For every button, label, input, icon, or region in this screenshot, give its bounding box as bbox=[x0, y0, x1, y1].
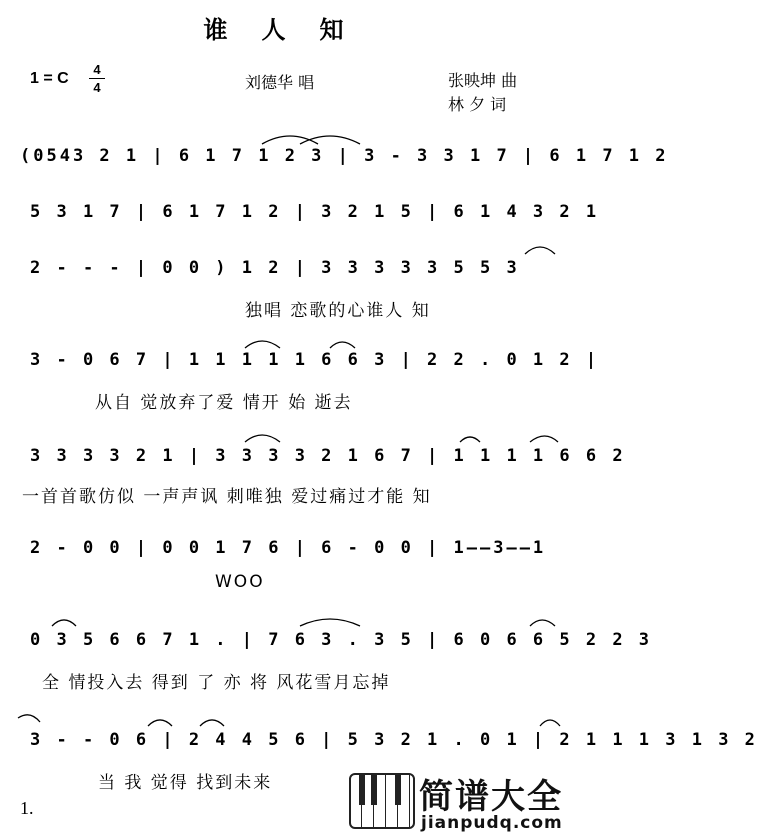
watermark-url: jianpudq.com bbox=[421, 813, 563, 833]
key-signature: 1 = C bbox=[30, 70, 69, 87]
song-title: 谁人知 bbox=[203, 16, 378, 44]
lyrics-row-5: 一首首歌仿似 一声声讽 刺唯独 爱过痛过才能 知 bbox=[22, 487, 432, 507]
time-signature-top: 4 bbox=[93, 62, 101, 77]
staff-row-2: 5 3 1 7 | 6 1 7 1 2 | 3 2 1 5 | 6 1 4 3 2 1 bbox=[30, 202, 600, 222]
watermark-name: 简谱大全 bbox=[419, 777, 563, 817]
composer-credit: 张映坤 曲 bbox=[448, 71, 518, 90]
lyrics-row-3: 独唱 恋歌的心谁人 知 bbox=[245, 301, 431, 321]
time-signature-bottom: 4 bbox=[93, 80, 101, 95]
staff-row-1: (0543 2 1 | 6 1 7 1 2 3 | 3 - 3 3 1 7 | 6 1 7 1 2 bbox=[20, 146, 669, 166]
lyrics-row-7: 全 情投入去 得到 了 亦 将 风花雪月忘掉 bbox=[42, 673, 391, 693]
singer-credit: 刘德华 唱 bbox=[245, 73, 315, 92]
lyrics-row-6: WOO bbox=[215, 572, 265, 592]
staff-row-6: 2 - 0 0 | 0 0 1 7 6 | 6 - 0 0 | 1——3——1 bbox=[30, 538, 547, 558]
lyrics-row-4: 从自 觉放弃了爱 情开 始 逝去 bbox=[95, 393, 353, 413]
lyricist-credit: 林 夕 词 bbox=[448, 95, 507, 114]
page-number: 1. bbox=[20, 798, 34, 818]
staff-row-8: 3 - - 0 6 | 2 4 4 5 6 | 5 3 2 1 . 0 1 | 2 1 1 1 3 1 3 2 bbox=[30, 730, 758, 750]
site-watermark bbox=[341, 767, 581, 839]
piano-keys-icon bbox=[349, 773, 415, 829]
staff-row-7: 0 3 5 6 6 7 1 . | 7 6 3 . 3 5 | 6 0 6 6 5 2 2 3 bbox=[30, 630, 653, 650]
lyrics-row-8: 当 我 觉得 找到未来 bbox=[98, 773, 273, 793]
staff-row-4: 3 - 0 6 7 | 1 1 1 1 1 6 6 3 | 2 2 . 0 1 2 | bbox=[30, 350, 600, 370]
staff-row-5: 3 3 3 3 2 1 | 3 3 3 3 2 1 6 7 | 1 1 1 1 6 6 2 bbox=[30, 446, 626, 466]
staff-row-3: 2 - - - | 0 0 ) 1 2 | 3 3 3 3 3 5 5 3 bbox=[30, 258, 520, 278]
